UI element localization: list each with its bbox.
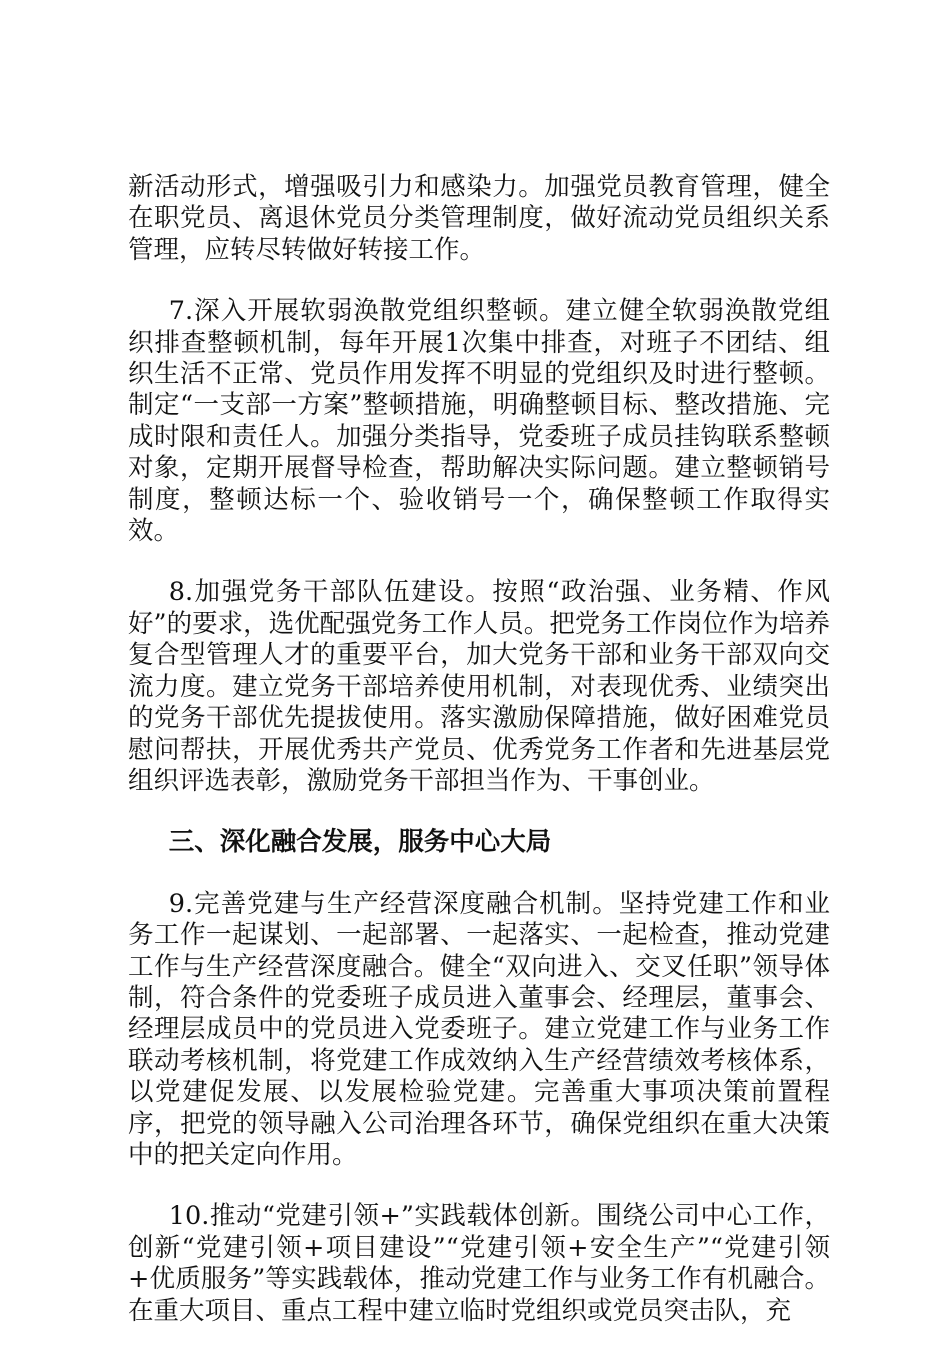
paragraph-item-10: 10.推动“党建引领+”实践载体创新。围绕公司中心工作，创新“党建引领+项目建设”“党建引领+安全生产”“党建引领+优质服务”等实践载体，推动党建工作与业务工作有机融合。在重大项目、重点工程中建立临时党组织或党员突击队，充 [128, 1201, 830, 1326]
paragraph-item-8: 8.加强党务干部队伍建设。按照“政治强、业务精、作风好”的要求，选优配强党务工作人员。把党务工作岗位作为培养复合型管理人才的重要平台，加大党务干部和业务干部双向交流力度。建立党务干部培养使用机制，对表现优秀、业绩突出的党务干部优先提拔使用。落实激励保障措施，做好困难党员慰问帮扶，开展优秀共产党员、优秀党务工作者和先进基层党组织评选表彰，激励党务干部担当作为、干事创业。 [128, 577, 830, 796]
document-body [128, 172, 830, 1357]
section-heading-3: 三、深化融合发展，服务中心大局 [168, 827, 552, 858]
paragraph-continued: 新活动形式，增强吸引力和感染力。加强党员教育管理，健全在职党员、离退休党员分类管理制度，做好流动党员组织关系管理，应转尽转做好转接工作。 [128, 172, 830, 265]
paragraph-item-9: 9.完善党建与生产经营深度融合机制。坚持党建工作和业务工作一起谋划、一起部署、一起落实、一起检查，推动党建工作与生产经营深度融合。健全“双向进入、交叉任职”领导体制，符合条件的党委班子成员进入董事会、经理层，董事会、经理层成员中的党员进入党委班子。建立党建工作与业务工作联动考核机制，将党建工作成效纳入生产经营绩效考核体系，以党建促发展、以发展检验党建。完善重大事项决策前置程序，把党的领导融入公司治理各环节，确保党组织在重大决策中的把关定向作用。 [128, 888, 830, 1170]
paragraph-item-7: 7.深入开展软弱涣散党组织整顿。建立健全软弱涣散党组织排查整顿机制，每年开展1次集中排查，对班子不团结、组织生活不正常、党员作用发挥不明显的党组织及时进行整顿。制定“一支部一方案”整顿措施，明确整顿目标、整改措施、完成时限和责任人。加强分类指导，党委班子成员挂钩联系整顿对象，定期开展督导检查，帮助解决实际问题。建立整顿销号制度，整顿达标一个、验收销号一个，确保整顿工作取得实效。 [128, 296, 830, 547]
